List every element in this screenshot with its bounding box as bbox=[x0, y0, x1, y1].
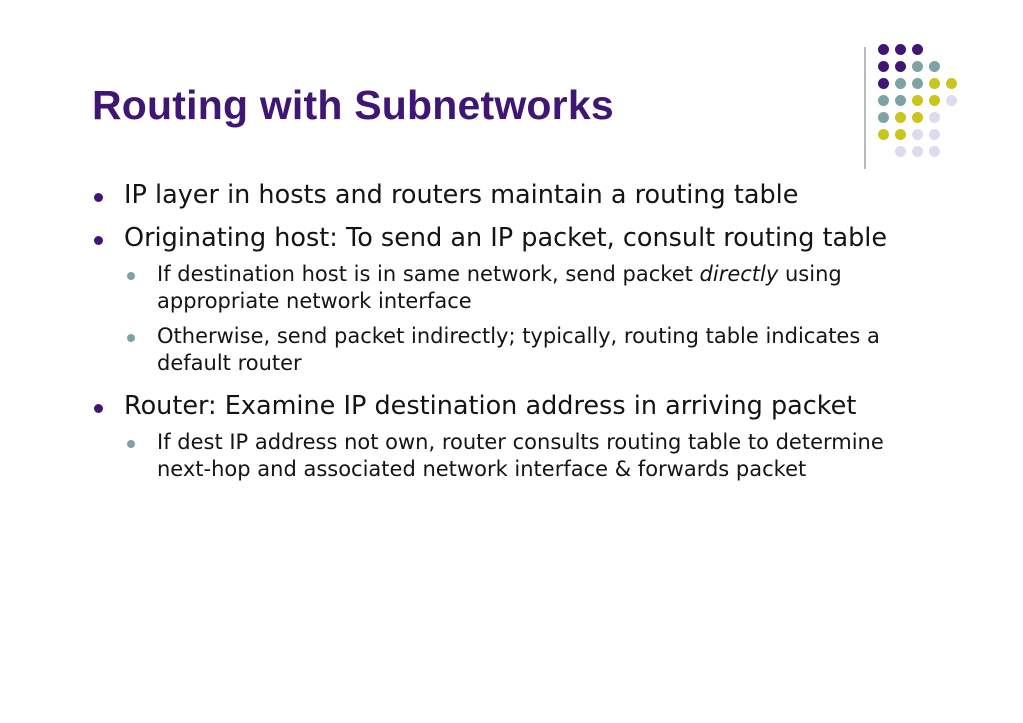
decorative-dot bbox=[912, 61, 923, 72]
sub-bullet-text: Otherwise, send packet indirectly; typically, routing table indicates a default router bbox=[157, 324, 880, 375]
decorative-dot bbox=[929, 146, 940, 157]
sub-bullet-item bbox=[90, 429, 940, 483]
decorative-dot bbox=[895, 146, 906, 157]
bullet-dot-icon bbox=[94, 236, 103, 245]
sub-bullet-text: If destination host is in same network, send packet directly using appropriate network interface bbox=[157, 262, 842, 313]
decorative-dot bbox=[929, 112, 940, 123]
decorative-dot bbox=[929, 61, 940, 72]
dot-grid-icon bbox=[878, 44, 978, 154]
bullet-item bbox=[90, 390, 940, 422]
decorative-dot bbox=[878, 129, 889, 140]
sub-bullet-dot-icon bbox=[127, 440, 135, 448]
bullet-item bbox=[90, 222, 940, 254]
decorative-dot bbox=[912, 146, 923, 157]
decorative-dot bbox=[929, 95, 940, 106]
sub-bullet-item bbox=[90, 261, 940, 315]
decorative-dot bbox=[912, 44, 923, 55]
decorative-dot bbox=[929, 129, 940, 140]
title-divider bbox=[864, 47, 866, 169]
decorative-dot bbox=[912, 129, 923, 140]
sub-bullet-dot-icon bbox=[127, 334, 135, 342]
bullet-dot-icon bbox=[94, 193, 103, 202]
decorative-dot bbox=[878, 112, 889, 123]
decorative-dot bbox=[895, 61, 906, 72]
decorative-dot bbox=[929, 78, 940, 89]
decorative-dot bbox=[946, 78, 957, 89]
bullet-item bbox=[90, 179, 940, 211]
decorative-dot bbox=[912, 78, 923, 89]
sub-bullet-text: If dest IP address not own, router consults routing table to determine next-hop and associated network interface & forwards packet bbox=[157, 430, 884, 481]
bullet-list bbox=[90, 179, 940, 483]
sub-bullet-item bbox=[90, 323, 940, 377]
decorative-dot bbox=[895, 78, 906, 89]
bullet-text: Originating host: To send an IP packet, consult routing table bbox=[124, 223, 888, 253]
decorative-dot bbox=[946, 95, 957, 106]
bullet-text: Router: Examine IP destination address in arriving packet bbox=[124, 391, 857, 421]
decorative-dot bbox=[895, 112, 906, 123]
emphasis-text: directly bbox=[699, 262, 779, 286]
decorative-dot bbox=[912, 112, 923, 123]
decorative-dot bbox=[912, 95, 923, 106]
bullet-text: IP layer in hosts and routers maintain a routing table bbox=[124, 180, 799, 210]
sub-bullet-dot-icon bbox=[127, 272, 135, 280]
bullet-dot-icon bbox=[94, 404, 103, 413]
decorative-dot bbox=[878, 61, 889, 72]
decorative-dot bbox=[895, 129, 906, 140]
decorative-dot bbox=[878, 44, 889, 55]
decorative-dot bbox=[895, 95, 906, 106]
decorative-dot bbox=[895, 44, 906, 55]
decorative-dot bbox=[878, 95, 889, 106]
slide-title: Routing with Subnetworks bbox=[92, 82, 614, 128]
decorative-dot bbox=[878, 78, 889, 89]
